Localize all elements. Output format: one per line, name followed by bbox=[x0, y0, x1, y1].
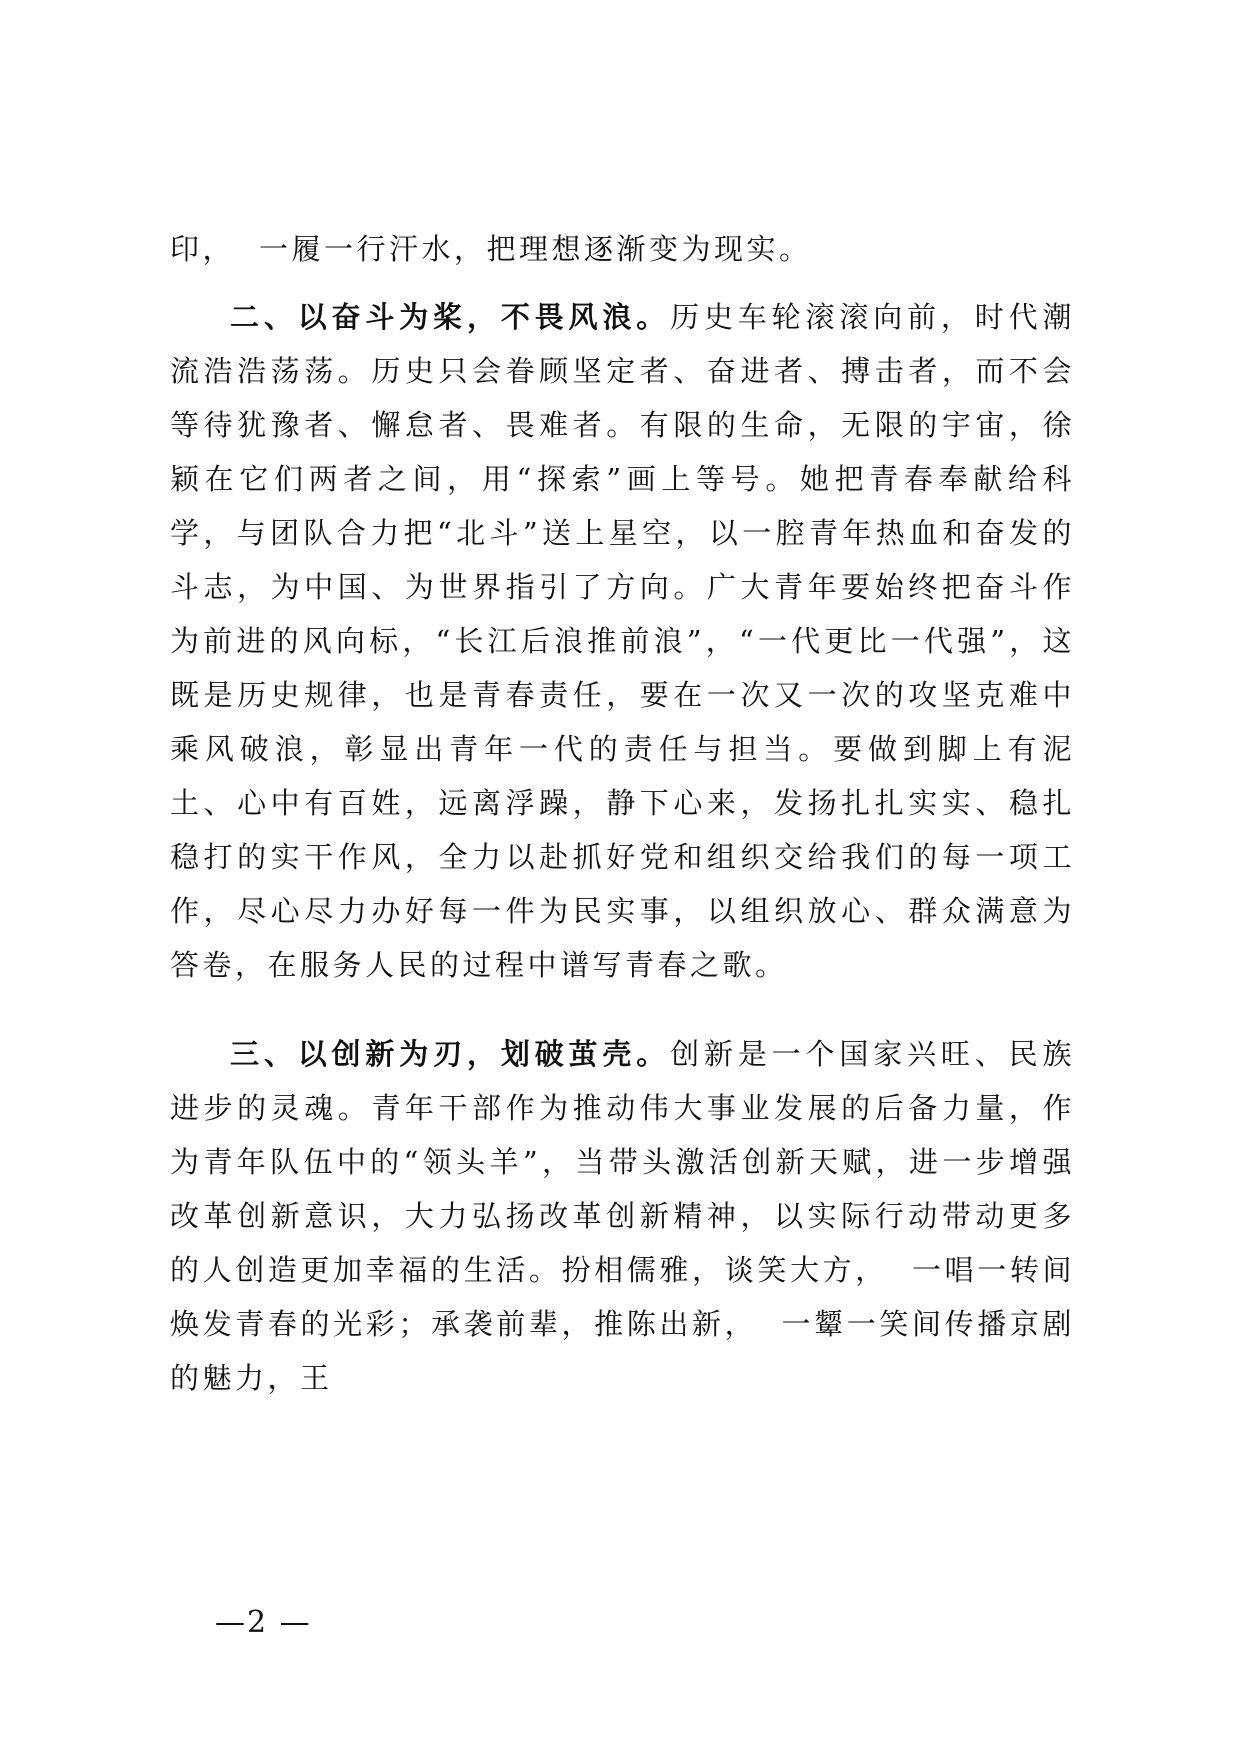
section-three-paragraph bbox=[170, 1027, 1075, 1405]
continued-line-rest: 一履一行汗水，把理想逐渐变为现实。 bbox=[259, 232, 812, 266]
section-three-body-a: 创新是一个国家兴旺、民族进步的灵魂。青年干部作为推动伟大事业发展的后备力量，作为青年队伍中的“领头羊”，当带头激活创新天赋，进一步增强改革创新意识，大力弘扬改革创新精神，以实际行动带动更多的人创造更加幸福的生活。扮相儒雅，谈笑大方， bbox=[170, 1037, 1075, 1287]
section-two-body: 历史车轮滚滚向前，时代潮流浩浩荡荡。历史只会眷顾坚定者、奋进者、搏击者，而不会等待犹豫者、懈怠者、畏难者。有限的生命，无限的宇宙，徐颖在它们两者之间，用“探索”画上等号。她把青春奉献给科学，与团队合力把“北斗”送上星空，以一腔青年热血和奋发的斗志，为中国、为世界指引了方向。广大青年要始终把奋斗作为前进的风向标，“长江后浪推前浪”，“一代更比一代强”，这既是历史规律，也是青春责任，要在一次又一次的攻坚克难中乘风破浪，彰显出青年一代的责任与担当。要做到脚上有泥土、心中有百姓，远离浮躁，静下心来，发扬扎扎实实、稳扎稳打的实干作风，全力以赴抓好党和组织交给我们的每一项工作，尽心尽力办好每一件为民实事，以组织放心、群众满意为答卷，在服务人民的过程中谱写青春之歌。 bbox=[170, 300, 1075, 982]
continued-line-start: 印， bbox=[170, 232, 236, 266]
continued-paragraph bbox=[170, 222, 1075, 276]
section-two-heading: 二、以奋斗为桨，不畏风浪。 bbox=[230, 300, 671, 334]
continued-line bbox=[170, 222, 1075, 276]
section-three-heading: 三、以创新为刃，划破茧壳。 bbox=[230, 1037, 671, 1071]
page-number: —2 — bbox=[215, 1605, 312, 1640]
section-three-body-b: 一唱一转间焕发青春的光彩；承袭前辈，推陈出新， bbox=[170, 1253, 1075, 1341]
section-two-paragraph bbox=[170, 290, 1075, 992]
section-three-body-c: 一颦一笑间传播京剧的魅力，王 bbox=[170, 1307, 1075, 1395]
